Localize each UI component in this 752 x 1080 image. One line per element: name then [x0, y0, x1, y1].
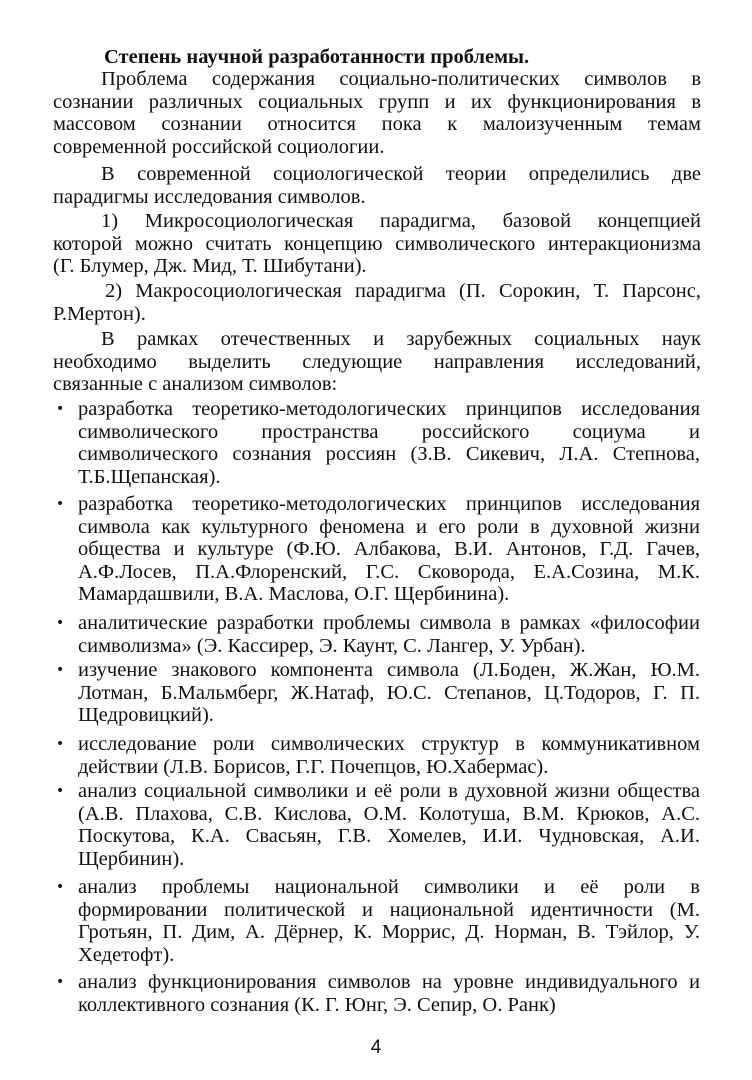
text-line: 2) Макросоциологическая парадигма (П. Сорокин, Т. Парсонс, — [105, 280, 701, 302]
text-line: необходимо выделить следующие направления исследований, — [53, 350, 701, 373]
text-line: Поскутова, К.А. Свасьян, Г.В. Хомелев, И.И. Чудновская, А.И. — [78, 825, 700, 847]
text-line: А.Ф.Лосев, П.А.Флоренский, Г.С. Сковорода, Е.А.Созина, М.К. — [78, 560, 700, 583]
paragraph-micro-paradigm — [53, 210, 701, 278]
list-item — [78, 398, 700, 488]
text-line: формировании политической и национальной идентичности (М. — [78, 898, 700, 921]
bullet-icon: • — [56, 879, 65, 895]
text-line: символа как культурного феномена и его роли в духовной жизни — [78, 515, 700, 538]
list-item — [78, 780, 700, 870]
text-line: парадигмы исследования символов. — [53, 185, 366, 208]
text-line: Проблема содержания социально-политических символов в — [101, 68, 701, 90]
bullet-icon: • — [56, 974, 65, 990]
text-line: сознании различных социальных групп и их функционирования в — [53, 90, 701, 113]
text-line: Р.Мертон). — [53, 302, 146, 325]
text-line: массовом сознании относится пока к малоизученным темам — [53, 113, 701, 135]
bullet-icon: • — [56, 736, 65, 752]
text-line: коллективного сознания (К. Г. Юнг, Э. Сепир, О. Ранк) — [78, 993, 556, 1016]
list-item — [78, 971, 700, 1016]
text-line: анализ социальной символики и её роли в духовной жизни общества — [78, 780, 700, 802]
text-line: символического пространства российского социума и — [78, 420, 700, 443]
section-heading: Степень научной разработанности проблемы. — [104, 46, 530, 68]
list-item — [78, 876, 700, 966]
paragraph-research-directions — [53, 328, 701, 396]
text-line: символизма» (Э. Кассирер, Э. Каунт, С. Лангер, У. Урбан). — [78, 634, 586, 657]
text-line: исследование роли символических структур в коммуникативном — [78, 733, 700, 755]
text-line: (А.В. Плахова, С.В. Кислова, О.М. Колотуша, В.М. Крюков, А.С. — [78, 802, 700, 825]
bullet-icon: • — [56, 783, 65, 799]
text-line: анализ функционирования символов на уровне индивидуального и — [78, 971, 700, 993]
text-line: разработка теоретико-методологических принципов исследования — [78, 493, 700, 515]
text-line: которой можно считать концепцию символического интеракционизма — [53, 232, 701, 255]
paragraph-macro-paradigm — [53, 280, 701, 325]
text-line: Хедетофт). — [78, 943, 175, 966]
text-line: Т.Б.Щепанская). — [78, 465, 221, 488]
list-item — [78, 659, 700, 727]
bullet-icon: • — [56, 615, 65, 631]
list-item — [78, 733, 700, 778]
text-line: Щербинин). — [78, 847, 185, 870]
bullet-icon: • — [56, 401, 65, 417]
bullet-icon: • — [56, 662, 65, 678]
list-item — [78, 493, 700, 606]
text-line: общества и культуре (Ф.Ю. Албакова, В.И. Антонов, Г.Д. Гачев, — [78, 538, 700, 560]
bullet-icon: • — [56, 496, 65, 512]
paragraph-problem-content — [53, 68, 701, 158]
text-line: Гротьян, П. Дим, А. Дёрнер, К. Моррис, Д. Норман, В. Тэйлор, У. — [78, 921, 700, 943]
text-line: (Г. Блумер, Дж. Мид, Т. Шибутани). — [53, 255, 367, 277]
page-number: 4 — [370, 1037, 382, 1058]
text-line: действии (Л.В. Борисов, Г.Г. Почепцов, Ю.Хабермас). — [78, 755, 549, 778]
text-line: символического сознания россиян (З.В. Сикевич, Л.А. Степнова, — [78, 443, 700, 465]
list-item — [78, 612, 700, 657]
text-line: анализ проблемы национальной символики и её роли в — [78, 876, 700, 898]
text-line: Щедровицкий). — [78, 704, 214, 726]
text-line: связанные с анализом символов: — [53, 373, 338, 395]
text-line: разработка теоретико-методологических принципов исследования — [78, 398, 700, 420]
text-line: Мамардашвили, В.А. Маслова, О.Г. Щербинина). — [78, 583, 510, 605]
paragraph-paradigms — [53, 163, 701, 208]
text-line: современной российской социологии. — [53, 135, 385, 158]
text-line: аналитические разработки проблемы символа в рамках «философии — [78, 612, 700, 634]
text-line: В рамках отечественных и зарубежных социальных наук — [101, 328, 701, 350]
text-line: Лотман, Б.Мальмберг, Ж.Натаф, Ю.С. Степанов, Ц.Тодоров, Г. П. — [78, 681, 700, 704]
text-line: изучение знакового компонента символа (Л.Боден, Ж.Жан, Ю.М. — [78, 659, 700, 681]
text-line: 1) Микросоциологическая парадигма, базовой концепцией — [101, 210, 701, 232]
text-line: В современной социологической теории определились две — [101, 163, 701, 185]
